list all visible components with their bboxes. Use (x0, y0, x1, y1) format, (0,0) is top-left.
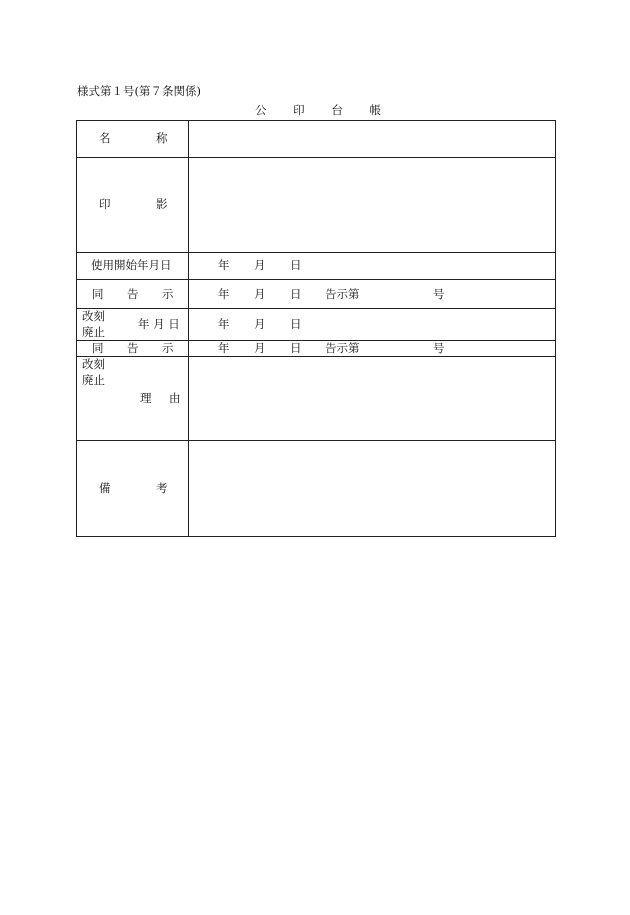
notice1-number-suffix: 号 (433, 287, 445, 301)
revise-reason-cell[interactable] (190, 358, 554, 439)
revise-month-unit: 月 (254, 317, 266, 331)
seal-label-char-2: 影 (156, 197, 168, 211)
notice1-month-unit: 月 (254, 287, 266, 301)
notice2-year-unit: 年 (218, 341, 230, 355)
reason-label-char-1: 理 (140, 391, 152, 405)
notice1-number-prefix: 告示第 (325, 287, 360, 301)
title-char-3: 台 (331, 103, 343, 117)
seal-label-char-1: 印 (99, 197, 111, 211)
revise-date-label-top: 改刻 (82, 309, 105, 323)
notice2-day-unit: 日 (290, 341, 302, 355)
notice2-label-char-1: 同 (92, 341, 104, 355)
remarks-label-char-1: 備 (99, 481, 111, 495)
row-divider (76, 440, 556, 441)
row-divider (76, 340, 556, 341)
name-value-cell[interactable] (190, 122, 554, 156)
table-border-top (76, 120, 556, 121)
notice2-number-suffix: 号 (433, 341, 445, 355)
notice2-label-char-3: 示 (162, 341, 174, 355)
notice1-label-char-3: 示 (162, 287, 174, 301)
row-divider (76, 252, 556, 253)
revise-date-label-bottom: 廃止 (82, 325, 105, 339)
form-number-label: 様式第１号(第７条関係) (77, 84, 201, 98)
document-title (255, 105, 381, 117)
notice1-label-char-2: 告 (127, 287, 139, 301)
notice2-number-prefix: 告示第 (325, 341, 360, 355)
row-divider (76, 157, 556, 158)
row-divider (76, 308, 556, 309)
notice1-day-unit: 日 (290, 287, 302, 301)
title-char-4: 帳 (369, 103, 381, 117)
table-border-left (76, 120, 77, 537)
notice2-month-unit: 月 (254, 341, 266, 355)
row-divider (76, 279, 556, 280)
notice2-label-char-2: 告 (127, 341, 139, 355)
table-border-bottom (76, 536, 556, 537)
name-label-char-1: 名 (99, 131, 111, 145)
start-month-unit: 月 (254, 258, 266, 272)
notice1-label-char-1: 同 (92, 287, 104, 301)
column-divider (188, 120, 189, 537)
start-day-unit: 日 (290, 258, 302, 272)
table-border-right (555, 120, 556, 537)
name-label-char-2: 称 (156, 131, 168, 145)
reason-label-char-2: 由 (169, 391, 181, 405)
revise-reason-label-bottom: 廃止 (82, 373, 105, 387)
revise-reason-label-top: 改刻 (82, 357, 105, 371)
start-date-label: 使用開始年月日 (91, 258, 172, 272)
title-char-2: 印 (293, 103, 305, 117)
remarks-label-char-2: 考 (156, 481, 168, 495)
row-divider (76, 356, 556, 357)
title-char-1: 公 (255, 103, 267, 117)
start-year-unit: 年 (218, 258, 230, 272)
seal-impression-cell[interactable] (190, 159, 554, 251)
revise-day-unit: 日 (290, 317, 302, 331)
revise-date-label-ymd: 年 月 日 (138, 317, 180, 331)
revise-year-unit: 年 (218, 317, 230, 331)
notice1-year-unit: 年 (218, 287, 230, 301)
remarks-cell[interactable] (190, 442, 554, 535)
